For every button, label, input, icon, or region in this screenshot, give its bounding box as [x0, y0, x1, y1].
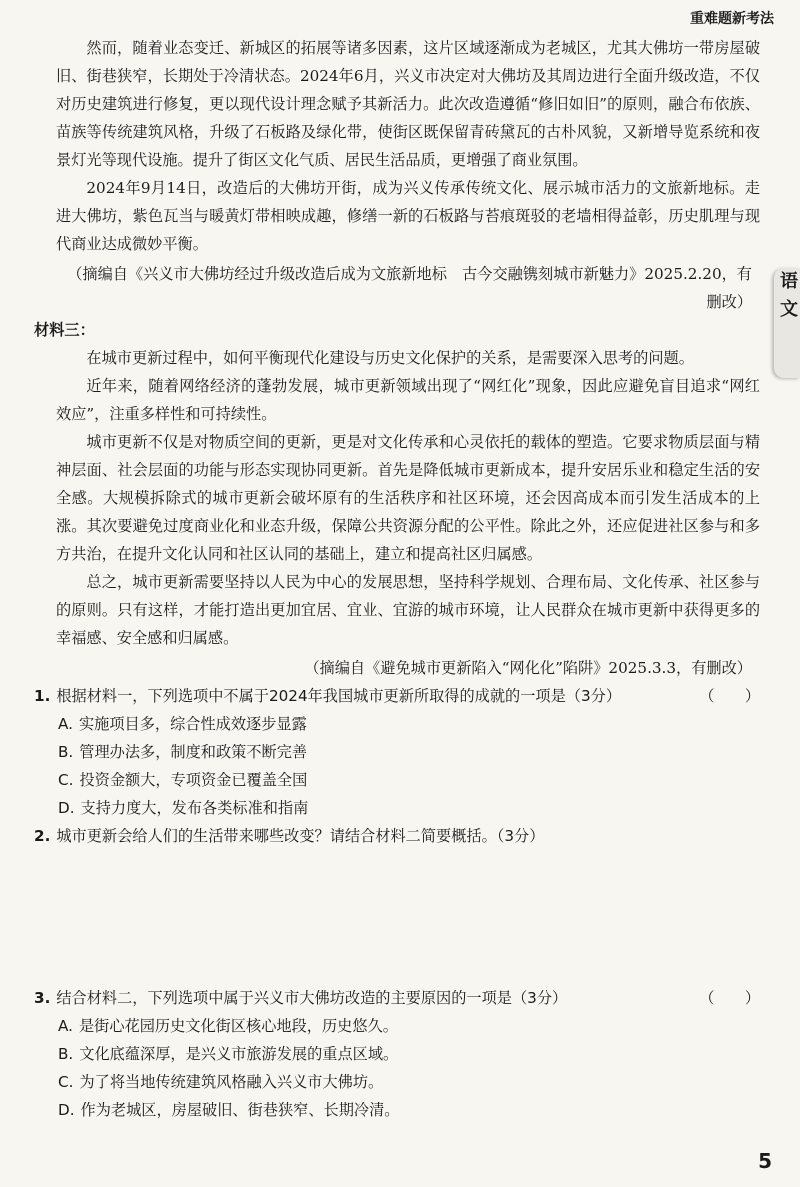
- option-c: [56, 1068, 760, 1096]
- option-d: [56, 794, 760, 822]
- material3-source: （摘编自《避免城市更新陷入“网化化”陷阱》2025.3.3，有删改）: [304, 659, 752, 677]
- question-number: 2.: [34, 827, 51, 845]
- page-content: [34, 34, 760, 1124]
- answer-blank: （ ）: [699, 687, 760, 705]
- option-text: 投资金额大，专项资金已覆盖全国: [79, 771, 308, 789]
- material3-paragraph: 总之，城市更新需要坚持以人民为中心的发展思想，坚持科学规划、合理布局、文化传承、社区参与的原则。只有这样，才能打造出更加宜居、宜业、宜游的城市环境，让人民群众在城市更新中获得更多的幸福感、安全感和归属感。: [56, 573, 760, 647]
- side-tab-char-2: 文: [780, 299, 798, 320]
- option-letter: C.: [58, 1073, 74, 1091]
- option-text: 实施项目多，综合性成效逐步显露: [78, 715, 307, 733]
- answer-blank: （ ）: [699, 989, 760, 1007]
- question-text: 根据材料一，下列选项中不属于2024年我国城市更新所取得的成就的一项是（3分）: [56, 687, 622, 705]
- material3-paragraph: 城市更新不仅是对物质空间的更新，更是对文化传承和心灵依托的载体的塑造。它要求物质层面与精神层面、社会层面的功能与形态实现协同更新。首先是降低城市更新成本，提升安居乐业和稳定生活的安全感。大规模拆除式的城市更新会破坏原有的生活秩序和社区环境，还会因高成本而引发生活成本的上涨。其次要避免过度商业化和业态升级，保障公共资源分配的公平性。除此之外，还应促进社区参与和多方共治，在提升文化认同和社区认同的基础上，建立和提高社区归属感。: [56, 433, 760, 563]
- question-number: 1.: [34, 687, 51, 705]
- question-text: 结合材料二，下列选项中属于兴义市大佛坊改造的主要原因的一项是（3分）: [56, 989, 568, 1007]
- material2-source: （摘编自《兴义市大佛坊经过升级改造后成为文旅新地标 古今交融镌刻城市新魅力》2025.2.20，有删改）: [67, 265, 752, 311]
- page-number: 5: [758, 1149, 772, 1173]
- question-1: [34, 682, 760, 710]
- option-text: 管理办法多，制度和政策不断完善: [79, 743, 308, 761]
- option-b: [56, 1040, 760, 1068]
- option-letter: A.: [58, 715, 73, 733]
- option-text: 作为老城区，房屋破旧、街巷狭窄、长期冷清。: [80, 1101, 400, 1119]
- option-letter: D.: [58, 1101, 75, 1119]
- option-a: [56, 710, 760, 738]
- question-2: [34, 822, 760, 850]
- option-letter: D.: [58, 799, 75, 817]
- option-letter: A.: [58, 1017, 73, 1035]
- option-text: 是街心花园历史文化街区核心地段，历史悠久。: [78, 1017, 398, 1035]
- answer-space[interactable]: [56, 850, 760, 984]
- option-text: 支持力度大，发布各类标准和指南: [80, 799, 309, 817]
- question-3: [34, 984, 760, 1012]
- option-text: 文化底蕴深厚，是兴义市旅游发展的重点区域。: [79, 1045, 399, 1063]
- option-letter: B.: [58, 743, 74, 761]
- material3-heading: 材料三：: [34, 321, 95, 339]
- side-tab-char-1: 语: [780, 271, 798, 292]
- option-letter: B.: [58, 1045, 74, 1063]
- option-letter: C.: [58, 771, 74, 789]
- option-a: [56, 1012, 760, 1040]
- option-text: 为了将当地传统建筑风格融入兴义市大佛坊。: [79, 1073, 384, 1091]
- question-number: 3.: [34, 989, 51, 1007]
- subject-side-tab: [774, 268, 800, 378]
- page-header: 重难题新考法: [690, 11, 774, 27]
- option-b: [56, 738, 760, 766]
- option-d: [56, 1096, 760, 1124]
- material3-paragraph: 近年来，随着网络经济的蓬勃发展，城市更新领域出现了“网红化”现象，因此应避免盲目追求“网红效应”，注重多样性和可持续性。: [56, 377, 760, 423]
- material3-paragraph: 在城市更新过程中，如何平衡现代化建设与历史文化保护的关系，是需要深入思考的问题。: [86, 349, 694, 367]
- option-c: [56, 766, 760, 794]
- question-text: 城市更新会给人们的生活带来哪些改变？请结合材料二简要概括。（3分）: [56, 827, 545, 845]
- material2-paragraph: 2024年9月14日，改造后的大佛坊开街，成为兴义传承传统文化、展示城市活力的文旅新地标。走进大佛坊，紫色瓦当与暖黄灯带相映成趣，修缮一新的石板路与苔痕斑驳的老墙相得益彰，历史肌理与现代商业达成微妙平衡。: [56, 179, 760, 253]
- material2-paragraph: 然而，随着业态变迁、新城区的拓展等诸多因素，这片区域逐渐成为老城区，尤其大佛坊一带房屋破旧、街巷狭窄，长期处于冷清状态。2024年6月，兴义市决定对大佛坊及其周边进行全面升级改造，不仅对历史建筑进行修复，更以现代设计理念赋予其新活力。此次改造遵循“修旧如旧”的原则，融合布依族、苗族等传统建筑风格，升级了石板路及绿化带，使街区既保留青砖黛瓦的古朴风貌，又新增导览系统和夜景灯光等现代设施。提升了街区文化气质、居民生活品质，更增强了商业氛围。: [56, 39, 760, 169]
